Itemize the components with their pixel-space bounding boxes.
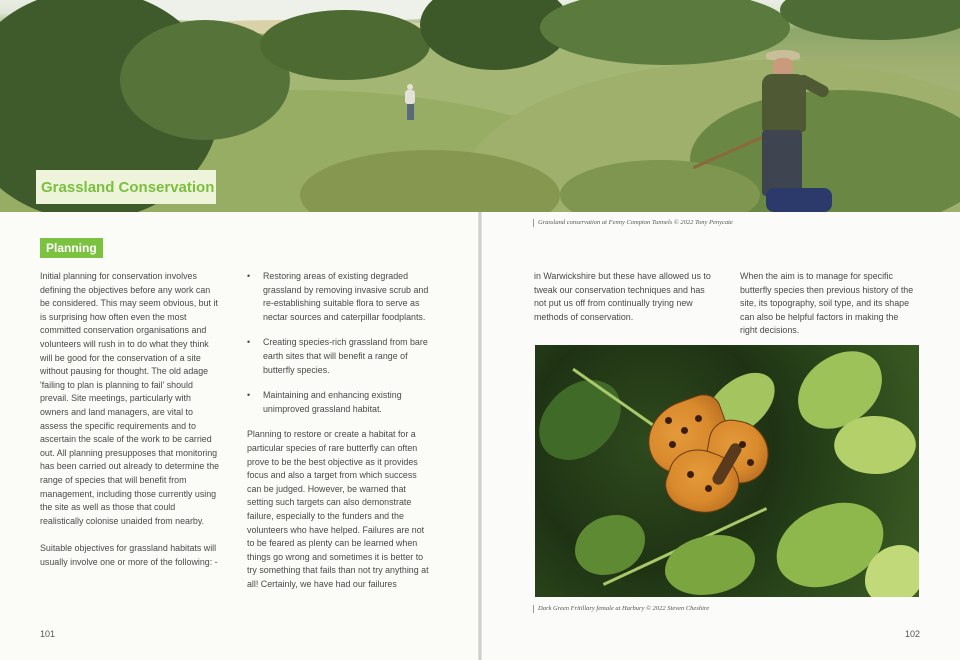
caption-marker [533, 605, 534, 613]
caption-marker [533, 219, 534, 227]
page-number-left: 101 [40, 629, 56, 639]
page-number-right: 102 [905, 629, 921, 639]
volunteer-figure [756, 50, 836, 210]
volunteer-figure-distant [404, 84, 416, 120]
text-column-1 [40, 270, 220, 583]
objectives-list [247, 270, 429, 416]
section-heading-text: Planning [46, 241, 97, 255]
paragraph: in Warwickshire but these have allowed us to tweak our conservation techniques and has not put us off from continually trying new methods of conservation. [534, 271, 711, 322]
paragraph: Planning to restore or create a habitat for a particular species of rare butterfly can often prove to be the best objective as it provides focus and also a target from which success can be judged. However, be warned that setting such targets can also demonstrate failure, especially to the funders and the volunteers who have helped. Failures are not to be feared as plenty can be learned when things go wrong and sometimes it is better to try something that fails than not try anything at all! Certainly, we have had our failures [247, 429, 429, 589]
butterfly-figure [647, 401, 777, 521]
butterfly-photo [535, 345, 919, 597]
list-item: • Maintaining and enhancing existing unimproved grassland habitat. [247, 389, 429, 416]
chapter-title [36, 170, 216, 204]
text-column-3 [534, 270, 714, 338]
photo-caption-bottom: Dark Green Fritillary female at Harbury © 2022 Steven Cheshire [538, 605, 710, 612]
list-item: • Creating species-rich grassland from bare earth sites that will benefit a range of butterfly species. [247, 336, 429, 377]
list-item: • Restoring areas of existing degraded grassland by removing invasive scrub and re-establishing suitable flora to serve as nectar sources and caterpillar foodplants. [247, 270, 429, 324]
text-column-4 [740, 270, 916, 352]
paragraph: When the aim is to manage for specific butterfly species then previous history of the site, its topography, soil type, and its shape can also be helpful factors in making the right decisions. [740, 271, 914, 336]
chapter-title-text: Grassland Conservation [41, 178, 215, 196]
paragraph: Initial planning for conservation involves defining the objectives before any work can be considered. This may seem obvious, but it is surprising how often even the most committed conservation organisations and volunteers will rush in to do what they think will be good for the conservation of a site without pausing for thought. The old adage 'failing to plan is planning to fail' should prevail. Site meetings, particularly with owners and land managers, are vital to assess the specific requirements and to ascertain the scale of the work to be carried out. All planning presupposes that monitoring has been carried out already to determine the range of species that will benefit from management, including those currently using the site as well as those that could realistically colonise unaided from nearby. [40, 271, 220, 526]
text-column-2 [247, 270, 429, 605]
section-heading [40, 238, 103, 258]
photo-caption-top: Grassland conservation at Fenny Compton Tunnels © 2022 Tony Penycate [538, 219, 733, 226]
paragraph: Suitable objectives for grassland habitats will usually involve one or more of the following: - [40, 543, 218, 567]
